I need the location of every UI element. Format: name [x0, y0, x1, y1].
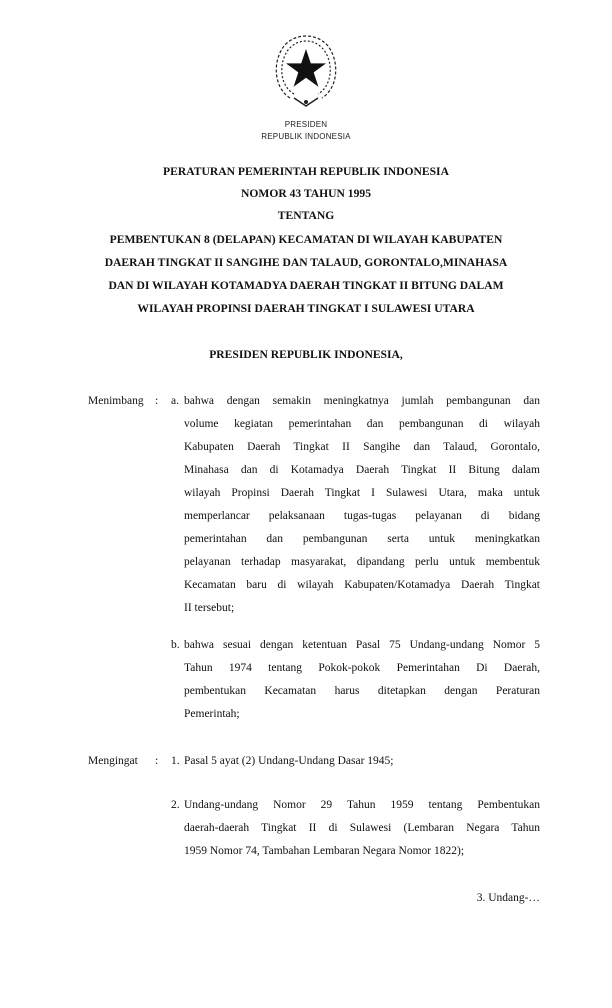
- subject-line: DAERAH TINGKAT II SANGIHE DAN TALAUD, GORONTALO,MINAHASA: [104, 256, 508, 269]
- menimbang-item-line: pembentukan Kecamatan harus ditetapkan dengan Peraturan: [184, 685, 540, 697]
- menimbang-item-marker: b.: [171, 639, 180, 651]
- letterhead-line2: REPUBLIK INDONESIA: [261, 132, 351, 141]
- mengingat-item-line: Pasal 5 ayat (2) Undang-Undang Dasar 1945;: [184, 755, 394, 767]
- continuation-text: 3. Undang-…: [476, 892, 540, 904]
- menimbang-item-line: pemerintahan dan pembangunan serta untuk meningkatkan: [184, 533, 540, 545]
- subject-line: DAN DI WILAYAH KOTAMADYA DAERAH TINGKAT II BITUNG DALAM: [108, 279, 504, 292]
- menimbang-item-line: II tersebut;: [184, 602, 235, 614]
- mengingat-item-line: daerah-daerah Tingkat II di Sulawesi (Lembaran Negara Tahun: [184, 822, 540, 834]
- document-title: PERATURAN PEMERINTAH REPUBLIK INDONESIA: [163, 165, 449, 178]
- letterhead-line1: PRESIDEN: [284, 120, 328, 129]
- mengingat-item-line: 1959 Nomor 74, Tambahan Lembaran Negara Nomor 1822);: [184, 845, 465, 857]
- presidential-emblem-icon: [270, 32, 342, 110]
- menimbang-item-line: Pemerintah;: [184, 708, 240, 720]
- menimbang-item-line: Kabupaten Daerah Tingkat II Sangihe dan Talaud, Gorontalo,: [184, 441, 540, 453]
- tentang-heading: TENTANG: [277, 209, 335, 222]
- menimbang-item-marker: a.: [171, 395, 179, 407]
- menimbang-item-line: Tahun 1974 tentang Pokok-pokok Pemerintahan Di Daerah,: [184, 662, 540, 674]
- mengingat-item-marker: 1.: [171, 755, 180, 767]
- mengingat-colon: :: [155, 755, 159, 767]
- mengingat-item-line: Undang-undang Nomor 29 Tahun 1959 tentang Pembentukan: [184, 799, 540, 811]
- menimbang-colon: :: [155, 395, 159, 407]
- menimbang-item-line: Kecamatan baru di wilayah Kabupaten/Kotamadya Daerah Tingkat: [184, 579, 540, 591]
- menimbang-item-line: bahwa sesuai dengan ketentuan Pasal 75 Undang-undang Nomor 5: [184, 639, 540, 651]
- menimbang-item-line: memperlancar pelaksanaan tugas-tugas pelayanan di bidang: [184, 510, 540, 522]
- menimbang-item-line: Minahasa dan di Kotamadya Daerah Tingkat II Bitung dalam: [184, 464, 540, 476]
- menimbang-label: Menimbang: [88, 395, 144, 407]
- document-number: NOMOR 43 TAHUN 1995: [241, 187, 371, 200]
- subject-line: PEMBENTUKAN 8 (DELAPAN) KECAMATAN DI WILAYAH KABUPATEN: [109, 233, 503, 246]
- subject-line: WILAYAH PROPINSI DAERAH TINGKAT I SULAWESI UTARA: [137, 302, 475, 315]
- menimbang-item-line: volume kegiatan pemerintahan dan pembangunan di wilayah: [184, 418, 540, 430]
- mengingat-item-marker: 2.: [171, 799, 180, 811]
- menimbang-item-line: pelayanan terhadap masyarakat, dipandang perlu untuk membentuk: [184, 556, 540, 568]
- menimbang-item-line: wilayah Propinsi Daerah Tingkat I Sulawesi Utara, maka untuk: [184, 487, 540, 499]
- preamble: PRESIDEN REPUBLIK INDONESIA,: [209, 348, 403, 361]
- menimbang-item-line: bahwa dengan semakin meningkatnya jumlah pembangunan dan: [184, 395, 540, 407]
- mengingat-label: Mengingat: [88, 755, 138, 767]
